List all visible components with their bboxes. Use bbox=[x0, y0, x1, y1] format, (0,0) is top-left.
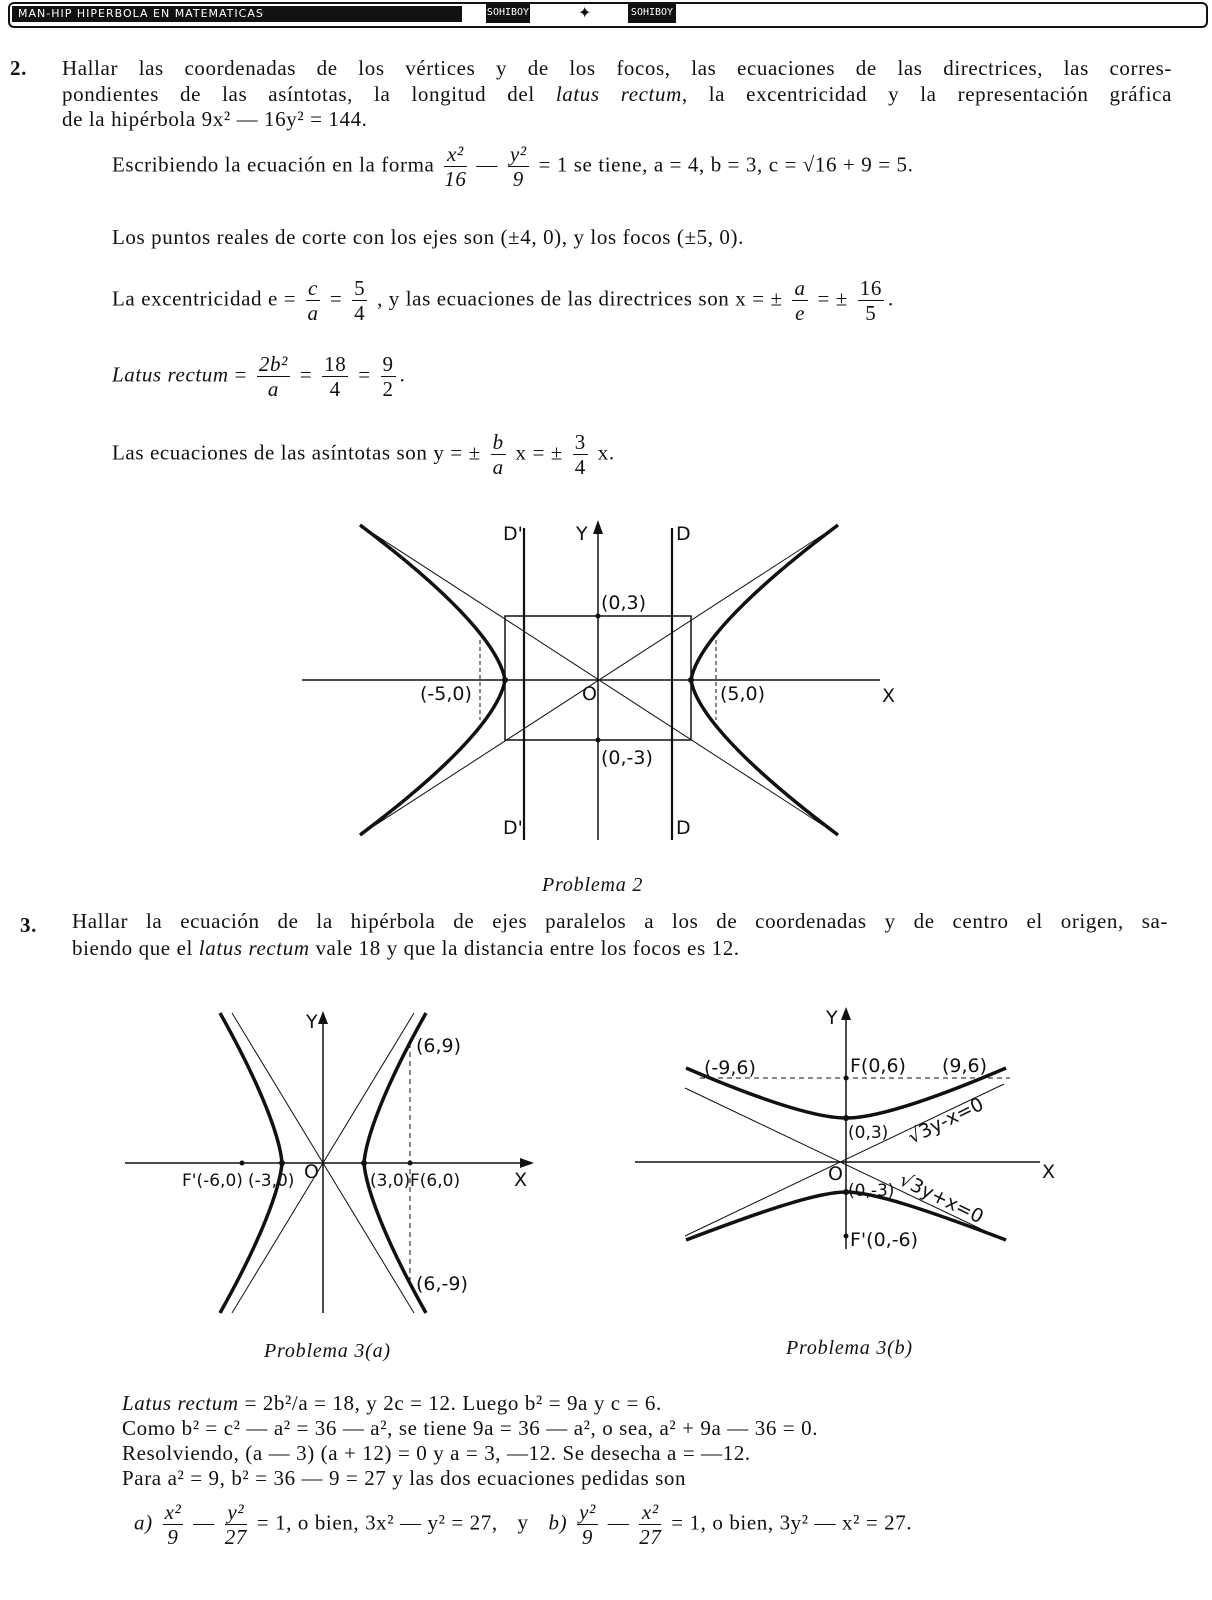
denominator: 16 bbox=[444, 167, 467, 191]
solution-3-line-1 bbox=[122, 1390, 662, 1416]
fraction bbox=[225, 1500, 247, 1549]
fraction bbox=[381, 352, 396, 401]
numerator: 5 bbox=[354, 276, 366, 300]
focus-point bbox=[844, 1234, 849, 1239]
denominator: 5 bbox=[865, 301, 877, 325]
fraction bbox=[491, 430, 506, 479]
figure-caption-problem-2: Problema 2 bbox=[542, 874, 644, 896]
denominator: a bbox=[307, 301, 319, 325]
fraction bbox=[257, 352, 290, 401]
denominator: a bbox=[492, 455, 504, 479]
label-point-minus-9-6: (-9,6) bbox=[704, 1057, 756, 1079]
text: Las ecuaciones de las asíntotas son y = ± bbox=[112, 440, 481, 465]
solution-standard-form bbox=[112, 142, 913, 191]
label-asymptote-1: √3y-x=0 bbox=[904, 1093, 988, 1149]
text: = bbox=[234, 362, 247, 387]
fraction bbox=[508, 142, 529, 191]
y-axis-arrow-icon bbox=[593, 520, 603, 534]
latus-rectum-term: latus rectum bbox=[198, 936, 310, 960]
latus-rectum-term: Latus rectum bbox=[112, 362, 229, 387]
fraction bbox=[639, 1500, 661, 1549]
problem-3-statement-line-1: Hallar la ecuación de la hipérbola de ejes paralelos a los de coordenadas y de centro el origen, sa- bbox=[72, 909, 1168, 933]
statement-text: pondientes de las asíntotas, la longitud del bbox=[62, 82, 556, 106]
text: = bbox=[299, 362, 313, 387]
label-right-focus: (5,0) bbox=[720, 683, 766, 705]
statement-text: , la excentricidad y la representación gráfica bbox=[681, 82, 1172, 106]
fraction bbox=[163, 1500, 184, 1549]
answer-a-label: a) bbox=[134, 1510, 153, 1535]
fraction bbox=[577, 1500, 598, 1549]
label-x-axis: X bbox=[514, 1169, 528, 1191]
text: = bbox=[329, 286, 343, 311]
fraction bbox=[352, 276, 367, 325]
denominator: 4 bbox=[354, 301, 366, 325]
problem-2-number: 2. bbox=[10, 56, 27, 80]
vertex-point bbox=[843, 1115, 849, 1121]
x-axis-arrow-icon bbox=[520, 1158, 534, 1168]
text: = 2b²/a = 18, y 2c = 12. Luego b² = 9a y c = 6. bbox=[238, 1391, 662, 1415]
label-d-prime-top: D' bbox=[503, 523, 523, 545]
problem-3-statement-line-2 bbox=[72, 935, 740, 961]
label-d-top: D bbox=[676, 523, 691, 545]
fraction bbox=[306, 276, 320, 325]
numerator: y² bbox=[225, 1500, 247, 1525]
vertex-point bbox=[688, 677, 694, 683]
solution-3-answers bbox=[134, 1500, 912, 1549]
running-title: MAN-HIP HIPERBOLA EN MATEMATICAS bbox=[12, 6, 462, 22]
label-top-vertex: (0,3) bbox=[601, 592, 647, 614]
text: x. bbox=[597, 440, 615, 465]
text: = 1 se tiene, a = 4, b = 3, c = √16 + 9 = 5. bbox=[538, 152, 914, 177]
label-vertex-bottom: (0,-3) bbox=[848, 1181, 895, 1201]
label-left-focus: (-5,0) bbox=[420, 683, 472, 705]
label-d-bottom: D bbox=[676, 817, 691, 839]
numerator: a bbox=[794, 276, 806, 300]
answer-b-label: b) bbox=[548, 1510, 568, 1535]
denominator: 9 bbox=[581, 1525, 594, 1549]
text: . bbox=[399, 362, 406, 387]
numerator: 2b² bbox=[258, 352, 288, 376]
text: — bbox=[607, 1510, 630, 1535]
problem-2-statement-line-1: Hallar las coordenadas de los vértices y de los focos, las ecuaciones de las directrices, las corres- bbox=[62, 56, 1172, 80]
solution-3-line-2: Como b² = c² — a² = 36 — a², se tiene 9a = 36 — a², o sea, a² + 9a — 36 = 0. bbox=[122, 1416, 819, 1440]
denominator: 27 bbox=[224, 1525, 247, 1549]
numerator: x² bbox=[444, 142, 466, 167]
y-axis-arrow-icon bbox=[318, 1011, 328, 1024]
point bbox=[596, 738, 601, 743]
problem-3-number: 3. bbox=[20, 913, 37, 937]
figure-problem-2 bbox=[290, 510, 910, 850]
label-asymptote-2: √3y+x=0 bbox=[895, 1168, 987, 1229]
label-point-6-minus-9: (6,-9) bbox=[416, 1273, 468, 1295]
text: Escribiendo la ecuación en la forma bbox=[112, 152, 435, 177]
focus-point bbox=[240, 1161, 245, 1166]
solution-eccentricity bbox=[112, 276, 894, 325]
text: , y las ecuaciones de las directrices son x = ± bbox=[377, 286, 783, 311]
label-origin: O bbox=[828, 1163, 843, 1185]
text: — bbox=[476, 152, 498, 177]
solution-3-line-3: Resolviendo, (a — 3) (a + 12) = 0 y a = 3, —12. Se desecha a = —12. bbox=[122, 1441, 751, 1465]
numerator: x² bbox=[639, 1500, 661, 1525]
denominator: 9 bbox=[512, 167, 524, 191]
label-vertex-top: (0,3) bbox=[848, 1123, 889, 1143]
label-origin: O bbox=[582, 683, 597, 705]
statement-text: biendo que el bbox=[72, 936, 199, 960]
solution-intercepts-foci: Los puntos reales de corte con los ejes son (±4, 0), y los focos (±5, 0). bbox=[112, 225, 744, 249]
text: = ± bbox=[817, 286, 848, 311]
denominator: a bbox=[267, 377, 279, 401]
solution-asymptotes bbox=[112, 430, 615, 479]
label-focus-left: F'(-6,0) bbox=[182, 1171, 243, 1191]
label-vertex-right: (3,0) bbox=[370, 1171, 411, 1191]
figure-problem-3a bbox=[120, 1008, 560, 1318]
label-point-6-9: (6,9) bbox=[416, 1035, 462, 1057]
point bbox=[596, 614, 601, 619]
label-focus-bottom: F'(0,-6) bbox=[850, 1229, 919, 1251]
header-symbol-icon: ✦ bbox=[578, 3, 592, 22]
latus-rectum-term: Latus rectum bbox=[122, 1391, 239, 1415]
focus-point bbox=[408, 1161, 413, 1166]
label-focus-right: F(6,0) bbox=[410, 1171, 461, 1191]
fraction bbox=[573, 430, 588, 479]
solution-latus-rectum bbox=[112, 352, 405, 401]
label-x-axis: X bbox=[1042, 1161, 1056, 1183]
fraction bbox=[792, 276, 807, 325]
answer-a-equation: = 1, o bien, 3x² — y² = 27, bbox=[256, 1510, 498, 1535]
latus-rectum-term: latus rectum bbox=[555, 82, 682, 106]
numerator: b bbox=[492, 430, 504, 454]
focus-point bbox=[844, 1076, 849, 1081]
numerator: c bbox=[308, 276, 318, 300]
numerator: y² bbox=[509, 142, 527, 166]
figure-caption-problem-3b: Problema 3(b) bbox=[786, 1337, 913, 1359]
label-focus-top: F(0,6) bbox=[850, 1055, 906, 1077]
vertex-point bbox=[502, 677, 508, 683]
label-y-axis: Y bbox=[306, 1011, 318, 1033]
numerator: 16 bbox=[859, 276, 882, 300]
figure-caption-problem-3a: Problema 3(a) bbox=[264, 1340, 391, 1362]
label-y-axis: Y bbox=[826, 1007, 838, 1029]
numerator: 3 bbox=[574, 430, 586, 454]
vertex-point bbox=[361, 1160, 367, 1166]
figure-problem-3b bbox=[630, 1004, 1070, 1254]
text: La excentricidad e = bbox=[112, 286, 297, 311]
text: x = ± bbox=[515, 440, 563, 465]
text: = bbox=[358, 362, 371, 387]
label-y-axis: Y bbox=[576, 523, 588, 545]
problem-2-statement-line-3: de la hipérbola 9x² — 16y² = 144. bbox=[62, 107, 368, 131]
denominator: 4 bbox=[329, 377, 341, 401]
text: — bbox=[193, 1510, 215, 1535]
numerator: 9 bbox=[382, 352, 394, 376]
denominator: 9 bbox=[167, 1525, 179, 1549]
header-mark-left: SOHIBOY bbox=[486, 3, 530, 23]
denominator: e bbox=[795, 301, 805, 325]
text: . bbox=[887, 286, 894, 311]
label-x-axis: X bbox=[882, 685, 896, 707]
denominator: 2 bbox=[382, 377, 394, 401]
label-vertex-left: (-3,0) bbox=[248, 1171, 295, 1191]
denominator: 4 bbox=[574, 455, 586, 479]
statement-text: vale 18 y que la distancia entre los focos es 12. bbox=[309, 936, 740, 960]
y-axis-arrow-icon bbox=[841, 1007, 851, 1020]
label-point-9-6: (9,6) bbox=[942, 1055, 988, 1077]
label-d-prime-bottom: D' bbox=[503, 817, 523, 839]
fraction bbox=[322, 352, 348, 401]
label-bottom-vertex: (0,-3) bbox=[601, 747, 653, 769]
numerator: x² bbox=[164, 1500, 182, 1524]
text: y bbox=[517, 1510, 529, 1535]
vertex-point bbox=[279, 1160, 285, 1166]
denominator: 27 bbox=[639, 1525, 662, 1549]
answer-b-equation: = 1, o bien, 3y² — x² = 27. bbox=[671, 1510, 913, 1535]
numerator: 18 bbox=[324, 352, 347, 376]
fraction bbox=[858, 276, 884, 325]
numerator: y² bbox=[579, 1500, 596, 1524]
problem-2-statement-line-2 bbox=[62, 81, 1172, 107]
header-mark-right: SOHIBOY bbox=[628, 3, 676, 23]
fraction bbox=[444, 142, 466, 191]
solution-3-line-4: Para a² = 9, b² = 36 — 9 = 27 y las dos ecuaciones pedidas son bbox=[122, 1466, 687, 1490]
label-origin: O bbox=[304, 1161, 319, 1183]
